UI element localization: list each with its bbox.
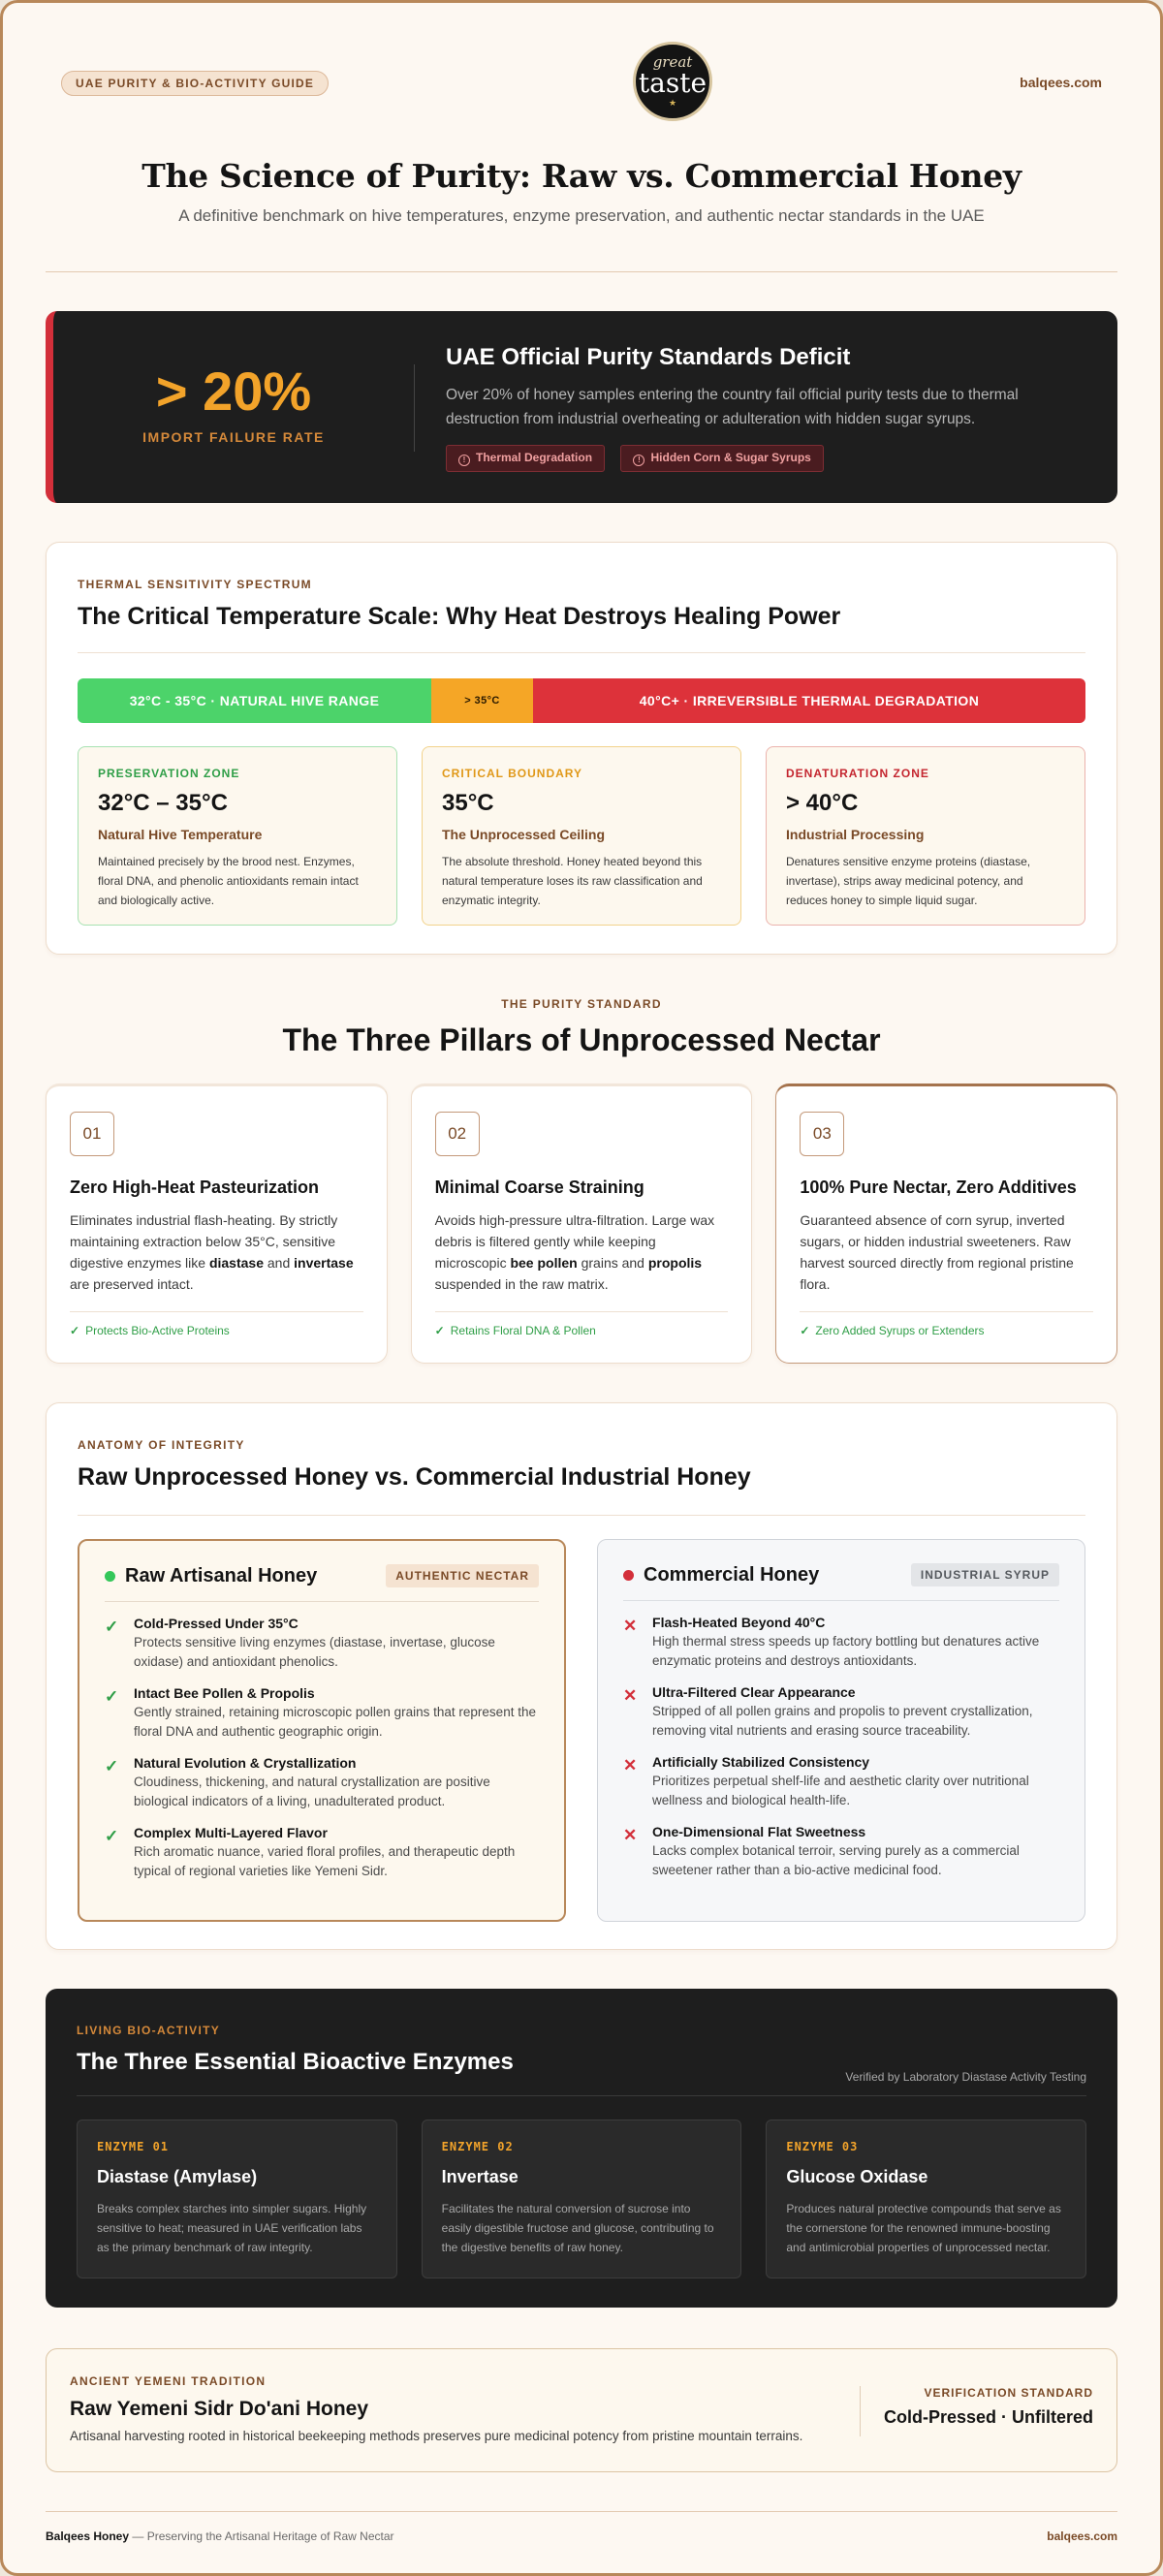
column-header — [105, 1564, 539, 1602]
scale-degradation: 40°C+ · IRREVERSIBLE THERMAL DEGRADATION — [533, 678, 1085, 723]
item-title: One-Dimensional Flat Sweetness — [652, 1824, 866, 1839]
pillar-card-1 — [46, 1084, 388, 1364]
hero-divider — [46, 271, 1117, 272]
cross-icon: ✕ — [623, 1686, 638, 1705]
scale-natural-range: 32°C - 35°C · NATURAL HIVE RANGE — [78, 678, 431, 723]
pillar-desc-bold: bee pollen — [510, 1255, 578, 1271]
cross-icon: ✕ — [623, 1756, 638, 1775]
item-title: Complex Multi-Layered Flavor — [134, 1825, 328, 1840]
pillar-desc — [70, 1209, 363, 1295]
zone-temp: 35°C — [442, 790, 494, 816]
enzymes-section — [46, 1989, 1117, 2308]
enzymes-title: The Three Essential Bioactive Enzymes — [77, 2049, 514, 2075]
failure-rate-stat: > 20% — [155, 361, 312, 422]
great-taste-badge — [633, 42, 712, 121]
pillar-desc-text: and — [264, 1255, 295, 1271]
pillar-title: Zero High-Heat Pasteurization — [70, 1178, 320, 1197]
item-title: Artificially Stabilized Consistency — [652, 1754, 870, 1770]
cross-icon: ✕ — [623, 1826, 638, 1844]
thermal-section — [46, 542, 1117, 955]
pillar-number: 02 — [435, 1112, 480, 1156]
item-title: Intact Bee Pollen & Propolis — [134, 1685, 315, 1701]
site-link[interactable]: balqees.com — [1020, 75, 1102, 90]
column-badge: INDUSTRIAL SYRUP — [911, 1563, 1059, 1586]
footer-site-link[interactable]: balqees.com — [1047, 2529, 1117, 2543]
pillar-desc-text: Eliminates industrial flash-heating. By strictly maintaining extraction below 35°C, sensitive digestive enzymes like — [70, 1212, 338, 1271]
enzyme-desc: Facilitates the natural conversion of sucrose into easily digestible fructose and glucose, contributing to the digestive benefits of raw honey. — [441, 2202, 714, 2254]
item-title: Cold-Pressed Under 35°C — [134, 1616, 299, 1631]
hero — [46, 114, 1117, 226]
enzyme-name: Diastase (Amylase) — [97, 2167, 258, 2186]
commercial-items — [623, 1615, 1059, 1880]
pillar-footer-label: Protects Bio-Active Proteins — [85, 1324, 230, 1337]
zone-name: The Unprocessed Ceiling — [442, 827, 606, 842]
scale-boundary: > 35°C — [431, 678, 533, 723]
footer-brand-name: Balqees Honey — [46, 2529, 130, 2543]
deficit-divider — [414, 364, 415, 452]
anatomy-eyebrow: ANATOMY OF INTEGRITY — [78, 1438, 245, 1452]
item-desc: Protects sensitive living enzymes (diastase, invertase, glucose oxidase) and antioxidant phenolics. — [134, 1635, 495, 1669]
item-desc: Lacks complex botanical terroir, serving purely as a commercial sweetener rather than a bio-active medicinal food. — [652, 1843, 1020, 1877]
pillars-eyebrow: THE PURITY STANDARD — [501, 997, 662, 1011]
zone-temp: > 40°C — [786, 790, 859, 816]
pillar-desc: Guaranteed absence of corn syrup, inverted sugars, or hidden industrial sweeteners. Raw harvest sourced directly from regional pristine flora. — [800, 1212, 1074, 1292]
pillar-card-3 — [775, 1084, 1117, 1364]
list-item — [623, 1824, 1059, 1880]
verification-value: Cold-Pressed · Unfiltered — [883, 2407, 1093, 2427]
item-desc: Cloudiness, thickening, and natural crystallization are positive biological indicators of a living, unadulterated product. — [134, 1775, 490, 1808]
alert-circle-icon: ! — [633, 455, 644, 466]
verification-box — [860, 2386, 1093, 2436]
cross-icon: ✕ — [623, 1617, 638, 1635]
item-desc: Prioritizes perpetual shelf-life and aesthetic clarity over nutritional wellness and biological health-life. — [652, 1774, 1029, 1807]
guide-pill: UAE PURITY & BIO-ACTIVITY GUIDE — [61, 71, 329, 96]
check-icon: ✓ — [105, 1757, 119, 1775]
pillar-footer — [435, 1311, 729, 1337]
zone-name: Natural Hive Temperature — [98, 827, 263, 842]
enzyme-number: ENZYME 02 — [441, 2140, 514, 2153]
pillar-title: 100% Pure Nectar, Zero Additives — [800, 1178, 1077, 1197]
list-item — [105, 1616, 539, 1672]
check-icon: ✓ — [800, 1324, 810, 1337]
zone-label: DENATURATION ZONE — [786, 767, 929, 780]
footer-brand — [46, 2529, 394, 2543]
item-title: Ultra-Filtered Clear Appearance — [652, 1684, 856, 1700]
green-dot-icon — [105, 1571, 115, 1582]
sidr-eyebrow: ANCIENT YEMENI TRADITION — [70, 2374, 267, 2388]
enzyme-cards — [77, 2120, 1086, 2278]
enzyme-name: Invertase — [441, 2167, 519, 2186]
item-desc: High thermal stress speeds up factory bottling but denatures active enzymatic proteins and destroys antioxidants. — [652, 1634, 1040, 1668]
zone-cards — [78, 746, 1085, 926]
raw-items — [105, 1616, 539, 1881]
zone-card-denaturation — [766, 746, 1085, 926]
list-item — [623, 1754, 1059, 1810]
column-title-text: Commercial Honey — [644, 1563, 820, 1586]
page-subtitle: A definitive benchmark on hive temperatures, enzyme preservation, and authentic nectar standards in the UAE — [178, 206, 985, 225]
enzyme-desc: Breaks complex starches into simpler sugars. Highly sensitive to heat; measured in UAE verification labs as the primary benchmark of raw integrity. — [97, 2202, 367, 2254]
tag-label: Hidden Corn & Sugar Syrups — [650, 451, 811, 464]
item-title: Flash-Heated Beyond 40°C — [652, 1615, 826, 1630]
pillar-desc-text: Avoids high-pressure ultra-filtration. Large wax debris is filtered gently while keeping microscopic — [434, 1212, 715, 1271]
pillars-header — [46, 997, 1117, 1058]
enzyme-card-3 — [766, 2120, 1086, 2278]
badge-line-1: great — [652, 53, 693, 71]
anatomy-title: Raw Unprocessed Honey vs. Commercial Industrial Honey — [78, 1463, 751, 1491]
thermal-eyebrow: THERMAL SENSITIVITY SPECTRUM — [78, 578, 312, 591]
thermal-divider — [78, 652, 1085, 653]
column-title — [623, 1564, 819, 1586]
pillar-footer — [800, 1311, 1093, 1337]
column-title — [105, 1565, 317, 1587]
pillar-desc-text: are preserved intact. — [70, 1276, 194, 1292]
tag-label: Thermal Degradation — [476, 451, 593, 464]
sidr-desc: Artisanal harvesting rooted in historical beekeeping methods preserves pure medicinal potency from pristine mountain terrains. — [70, 2429, 803, 2443]
enzyme-card-2 — [422, 2120, 742, 2278]
enzyme-number: ENZYME 01 — [97, 2140, 170, 2153]
pillar-cards — [46, 1084, 1117, 1364]
badge-line-2: taste — [638, 67, 707, 99]
raw-honey-column — [78, 1539, 566, 1922]
zone-desc: Maintained precisely by the brood nest. Enzymes, floral DNA, and phenolic antioxidants remain intact and biologically active. — [98, 855, 359, 907]
item-title: Natural Evolution & Crystallization — [134, 1755, 357, 1771]
deficit-tags — [446, 445, 835, 472]
pillar-card-2 — [411, 1084, 753, 1364]
column-badge: AUTHENTIC NECTAR — [386, 1564, 539, 1587]
badge-star-icon: ★ — [668, 98, 677, 108]
zone-label: CRITICAL BOUNDARY — [442, 767, 582, 780]
zone-desc: Denatures sensitive enzyme proteins (diastase, invertase), strips away medicinal potency, and reduces honey to simple liquid sugar. — [786, 855, 1031, 907]
footer — [46, 2511, 1117, 2560]
thermal-title: The Critical Temperature Scale: Why Heat Destroys Healing Power — [78, 603, 841, 630]
pillar-title: Minimal Coarse Straining — [434, 1178, 644, 1197]
list-item — [105, 1825, 539, 1881]
failure-rate-label: IMPORT FAILURE RATE — [142, 429, 325, 445]
pillars-title: The Three Pillars of Unprocessed Nectar — [282, 1022, 881, 1057]
pillar-number: 01 — [70, 1112, 114, 1156]
check-icon: ✓ — [105, 1687, 119, 1706]
check-icon: ✓ — [434, 1324, 445, 1337]
enzyme-desc: Produces natural protective compounds that serve as the cornerstone for the renowned immune-boosting and antimicrobial properties of unprocessed nectar. — [786, 2202, 1061, 2254]
tag-hidden-syrups — [620, 445, 823, 472]
enzyme-card-1 — [77, 2120, 397, 2278]
zone-temp: 32°C – 35°C — [98, 790, 228, 816]
sidr-callout — [46, 2348, 1117, 2472]
check-icon: ✓ — [70, 1324, 80, 1337]
deficit-description: Over 20% of honey samples entering the country fail official purity tests due to thermal destruction from industrial overheating or adulteration with hidden sugar syrups. — [446, 387, 1019, 427]
zone-desc: The absolute threshold. Honey heated beyond this natural temperature loses its raw classification and enzymatic integrity. — [442, 855, 703, 907]
footer-tagline: — Preserving the Artisanal Heritage of Raw Nectar — [129, 2529, 394, 2543]
temperature-scale — [78, 678, 1085, 723]
pillar-desc-text: grains and — [577, 1255, 648, 1271]
list-item — [105, 1685, 539, 1742]
anatomy-section — [46, 1402, 1117, 1950]
page-title: The Science of Purity: Raw vs. Commercial Honey — [141, 157, 1022, 195]
pillar-footer-label: Retains Floral DNA & Pollen — [450, 1324, 596, 1337]
tag-thermal-degradation — [446, 445, 605, 472]
enzyme-number: ENZYME 03 — [786, 2140, 859, 2153]
column-header — [623, 1563, 1059, 1601]
comparison-columns — [78, 1539, 1085, 1922]
item-desc: Gently strained, retaining microscopic pollen grains that represent the floral DNA and authentic geographic origin. — [134, 1705, 536, 1739]
pillar-desc-bold: invertase — [294, 1255, 354, 1271]
zone-card-preservation — [78, 746, 397, 926]
check-icon: ✓ — [105, 1618, 119, 1636]
pillar-number: 03 — [800, 1112, 844, 1156]
enzymes-divider — [77, 2095, 1086, 2096]
list-item — [623, 1615, 1059, 1671]
item-desc: Stripped of all pollen grains and propolis to prevent crystallization, removing vital nutrients and erasing source traceability. — [652, 1704, 1033, 1738]
column-title-text: Raw Artisanal Honey — [125, 1564, 318, 1586]
anatomy-divider — [78, 1515, 1085, 1516]
zone-card-critical — [422, 746, 741, 926]
item-desc: Rich aromatic nuance, varied floral profiles, and therapeutic depth typical of regional varieties like Yemeni Sidr. — [134, 1844, 516, 1878]
pillar-footer-label: Zero Added Syrups or Extenders — [815, 1324, 985, 1337]
deficit-panel — [46, 311, 1117, 503]
alert-circle-icon: ! — [458, 455, 470, 466]
zone-name: Industrial Processing — [786, 827, 925, 842]
pillar-desc-bold: propolis — [647, 1255, 703, 1271]
top-bar — [46, 3, 1117, 114]
zone-label: PRESERVATION ZONE — [98, 767, 240, 780]
pillar-desc — [435, 1209, 729, 1295]
verification-label: VERIFICATION STANDARD — [924, 2386, 1093, 2400]
commercial-honey-column — [597, 1539, 1085, 1922]
deficit-title: UAE Official Purity Standards Deficit — [446, 344, 851, 370]
pillar-desc-text: suspended in the raw matrix. — [434, 1276, 609, 1292]
red-dot-icon — [623, 1570, 634, 1581]
pillar-desc-bold: diastase — [208, 1255, 264, 1271]
pillar-footer — [70, 1311, 363, 1337]
list-item — [105, 1755, 539, 1811]
enzyme-name: Glucose Oxidase — [786, 2167, 928, 2186]
check-icon: ✓ — [105, 1827, 119, 1845]
enzymes-eyebrow: LIVING BIO-ACTIVITY — [77, 2024, 221, 2037]
sidr-title: Raw Yemeni Sidr Do'ani Honey — [70, 2398, 369, 2420]
list-item — [623, 1684, 1059, 1741]
verification-note: Verified by Laboratory Diastase Activity Testing — [845, 2070, 1086, 2084]
